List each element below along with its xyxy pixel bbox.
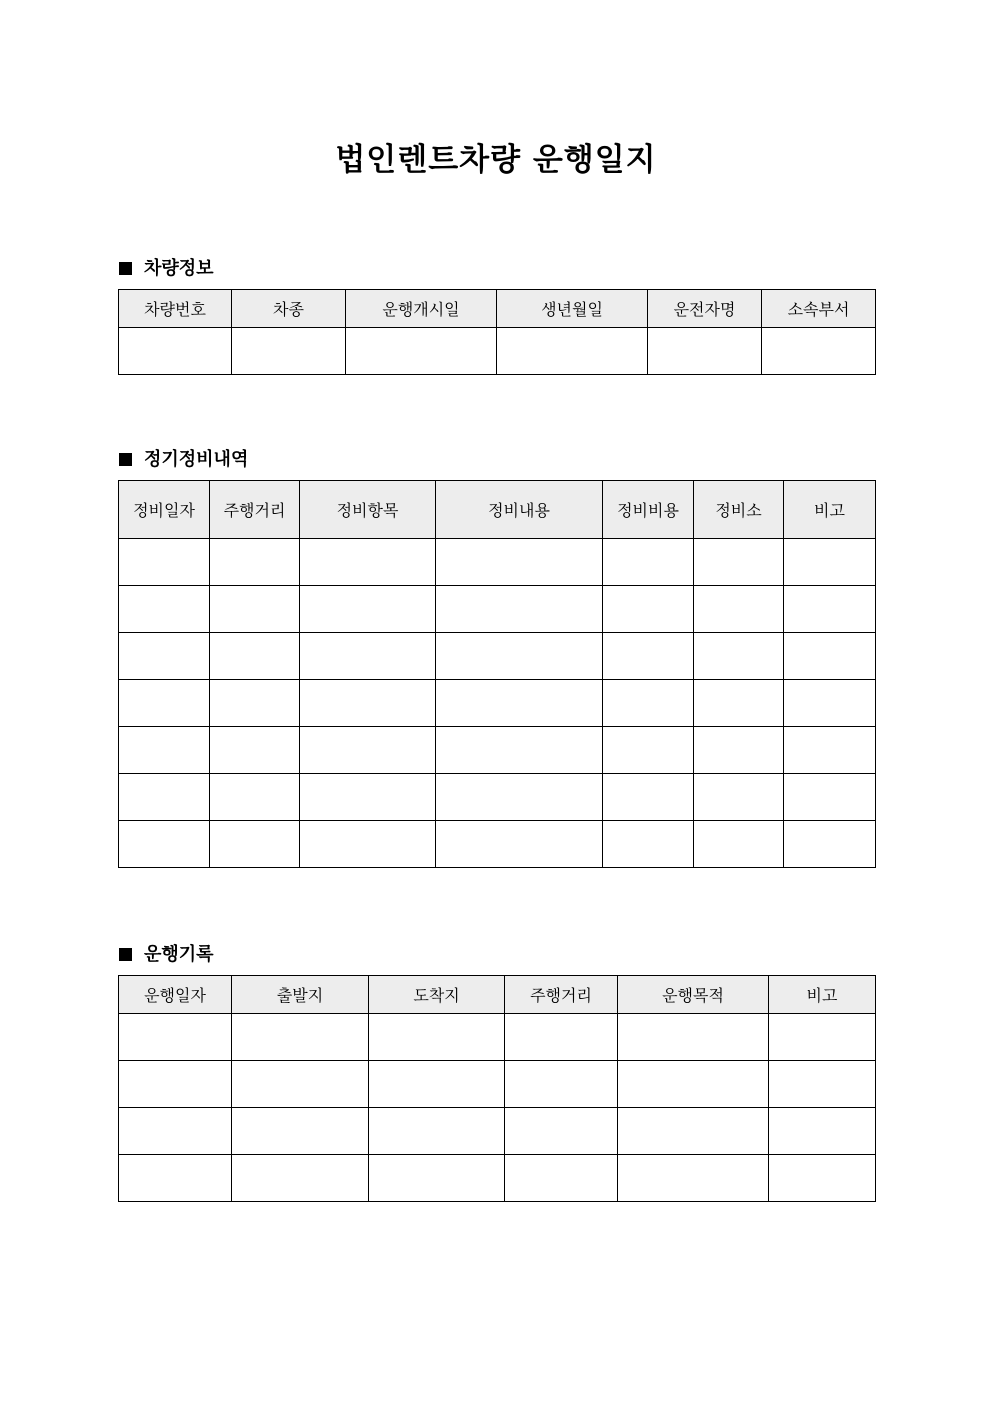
table-cell[interactable] <box>603 633 694 680</box>
column-header-purpose: 운행목적 <box>618 976 769 1014</box>
table-cell[interactable] <box>784 680 876 727</box>
table-cell[interactable] <box>784 774 876 821</box>
column-header-service-shop: 정비소 <box>694 481 784 539</box>
table-cell[interactable] <box>369 1155 505 1202</box>
table-cell[interactable] <box>694 586 784 633</box>
table-row <box>119 680 876 727</box>
table-row <box>119 539 876 586</box>
table-cell[interactable] <box>762 328 876 375</box>
table-cell[interactable] <box>232 1014 369 1061</box>
table-cell[interactable] <box>210 586 300 633</box>
column-header-maintenance-cost: 정비비용 <box>603 481 694 539</box>
table-cell[interactable] <box>618 1108 769 1155</box>
table-cell[interactable] <box>346 328 497 375</box>
table-row <box>119 727 876 774</box>
table-cell[interactable] <box>300 680 436 727</box>
table-cell[interactable] <box>618 1014 769 1061</box>
column-header-departure: 출발지 <box>232 976 369 1014</box>
table-row <box>119 1155 876 1202</box>
table-cell[interactable] <box>300 586 436 633</box>
section-heading-maintenance <box>119 445 248 471</box>
column-header-mileage: 주행거리 <box>210 481 300 539</box>
table-cell[interactable] <box>119 1155 232 1202</box>
column-header-department: 소속부서 <box>762 290 876 328</box>
table-row <box>119 328 876 375</box>
table-cell[interactable] <box>119 680 210 727</box>
table-cell[interactable] <box>784 586 876 633</box>
vehicle-info-table <box>118 289 876 375</box>
table-cell[interactable] <box>300 821 436 868</box>
table-cell[interactable] <box>210 821 300 868</box>
table-cell[interactable] <box>119 539 210 586</box>
table-cell[interactable] <box>603 539 694 586</box>
table-cell[interactable] <box>648 328 762 375</box>
table-cell[interactable] <box>694 680 784 727</box>
table-cell[interactable] <box>784 539 876 586</box>
table-row <box>119 774 876 821</box>
table-cell[interactable] <box>300 727 436 774</box>
column-header-maintenance-details: 정비내용 <box>436 481 603 539</box>
table-cell[interactable] <box>369 1061 505 1108</box>
table-cell[interactable] <box>232 1061 369 1108</box>
table-header-row <box>119 290 876 328</box>
table-cell[interactable] <box>436 633 603 680</box>
table-cell[interactable] <box>232 1155 369 1202</box>
table-cell[interactable] <box>436 727 603 774</box>
table-cell[interactable] <box>505 1155 618 1202</box>
table-cell[interactable] <box>769 1155 876 1202</box>
maintenance-table <box>118 480 876 868</box>
table-cell[interactable] <box>505 1061 618 1108</box>
section-heading-vehicle-info <box>119 254 214 280</box>
table-header-row <box>119 481 876 539</box>
table-cell[interactable] <box>119 328 232 375</box>
table-cell[interactable] <box>694 539 784 586</box>
table-cell[interactable] <box>603 821 694 868</box>
square-bullet-icon <box>119 948 132 961</box>
column-header-mileage: 주행거리 <box>505 976 618 1014</box>
table-cell[interactable] <box>618 1155 769 1202</box>
table-header-row <box>119 976 876 1014</box>
column-header-driver-name: 운전자명 <box>648 290 762 328</box>
table-cell[interactable] <box>210 633 300 680</box>
table-cell[interactable] <box>497 328 648 375</box>
table-cell[interactable] <box>300 774 436 821</box>
table-row <box>119 1014 876 1061</box>
table-cell[interactable] <box>369 1108 505 1155</box>
table-row <box>119 1061 876 1108</box>
table-cell[interactable] <box>436 821 603 868</box>
table-cell[interactable] <box>300 633 436 680</box>
table-cell[interactable] <box>119 727 210 774</box>
table-cell[interactable] <box>694 774 784 821</box>
table-cell[interactable] <box>119 586 210 633</box>
table-cell[interactable] <box>210 774 300 821</box>
table-cell[interactable] <box>769 1014 876 1061</box>
table-cell[interactable] <box>210 727 300 774</box>
column-header-vehicle-model: 차종 <box>232 290 346 328</box>
table-cell[interactable] <box>784 633 876 680</box>
column-header-driving-date: 운행일자 <box>119 976 232 1014</box>
table-cell[interactable] <box>300 539 436 586</box>
table-cell[interactable] <box>119 1061 232 1108</box>
column-header-birth-date: 생년월일 <box>497 290 648 328</box>
section-heading-label: 차량정보 <box>144 258 214 279</box>
table-cell[interactable] <box>694 633 784 680</box>
table-cell[interactable] <box>603 586 694 633</box>
table-cell[interactable] <box>119 633 210 680</box>
document-title: 법인렌트차량 운행일지 <box>335 142 657 178</box>
driving-log-table <box>118 975 876 1202</box>
table-cell[interactable] <box>436 774 603 821</box>
table-cell[interactable] <box>210 680 300 727</box>
table-row <box>119 1108 876 1155</box>
square-bullet-icon <box>119 262 132 275</box>
table-cell[interactable] <box>603 774 694 821</box>
section-heading-label: 운행기록 <box>144 944 214 965</box>
table-row <box>119 586 876 633</box>
table-cell[interactable] <box>119 1108 232 1155</box>
column-header-destination: 도착지 <box>369 976 505 1014</box>
table-cell[interactable] <box>618 1061 769 1108</box>
table-cell[interactable] <box>232 328 346 375</box>
column-header-remarks: 비고 <box>769 976 876 1014</box>
table-cell[interactable] <box>603 727 694 774</box>
table-cell[interactable] <box>210 539 300 586</box>
section-heading-driving-log <box>119 940 214 966</box>
table-cell[interactable] <box>436 586 603 633</box>
column-header-maintenance-item: 정비항목 <box>300 481 436 539</box>
table-cell[interactable] <box>769 1061 876 1108</box>
table-cell[interactable] <box>505 1014 618 1061</box>
table-cell[interactable] <box>369 1014 505 1061</box>
column-header-remarks: 비고 <box>784 481 876 539</box>
table-cell[interactable] <box>119 774 210 821</box>
table-cell[interactable] <box>436 680 603 727</box>
column-header-start-date: 운행개시일 <box>346 290 497 328</box>
table-cell[interactable] <box>694 727 784 774</box>
table-row <box>119 821 876 868</box>
table-cell[interactable] <box>505 1108 618 1155</box>
table-cell[interactable] <box>784 821 876 868</box>
table-cell[interactable] <box>119 1014 232 1061</box>
table-cell[interactable] <box>119 821 210 868</box>
table-row <box>119 633 876 680</box>
column-header-vehicle-number: 차량번호 <box>119 290 232 328</box>
table-cell[interactable] <box>436 539 603 586</box>
table-cell[interactable] <box>769 1108 876 1155</box>
table-cell[interactable] <box>232 1108 369 1155</box>
section-heading-label: 정기정비내역 <box>144 449 249 470</box>
table-cell[interactable] <box>694 821 784 868</box>
table-cell[interactable] <box>784 727 876 774</box>
table-cell[interactable] <box>603 680 694 727</box>
square-bullet-icon <box>119 453 132 466</box>
column-header-maintenance-date: 정비일자 <box>119 481 210 539</box>
